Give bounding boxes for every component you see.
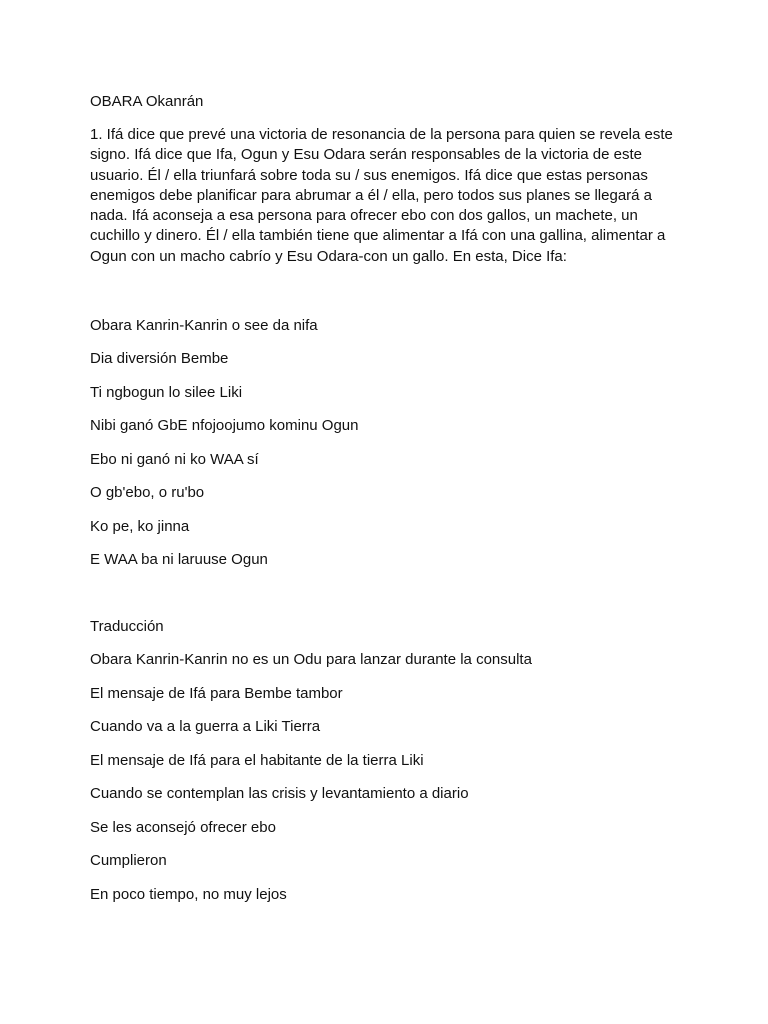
paragraph-line: enemigos debe planificar para abrumar a él / ella, pero todos sus planes se llegará a: [90, 186, 653, 204]
paragraph-line: 1. Ifá dice que prevé una victoria de resonancia de la persona para quien se revela este: [90, 126, 673, 143]
translation-line: Cuando se contemplan las crisis y levantamiento a diario: [90, 785, 469, 802]
verse-line: O gb'ebo, o ru'bo: [90, 484, 205, 501]
verse-line: E WAA ba ni laruuse Ogun: [90, 551, 268, 568]
verse-line: Nibi ganó GbE nfojoojumo kominu Ogun: [90, 417, 359, 434]
translation-line: El mensaje de Ifá para Bembe tambor: [90, 685, 343, 702]
translation-line: Cuando va a la guerra a Liki Tierra: [90, 718, 321, 735]
verse-line: Ti ngbogun lo silee Liki: [90, 384, 243, 401]
paragraph-line: signo. Ifá dice que Ifa, Ogun y Esu Odara serán responsables de la victoria de este: [90, 146, 642, 164]
translation-line: Obara Kanrin-Kanrin no es un Odu para lanzar durante la consulta: [90, 651, 532, 668]
paragraph-line: usuario. Él / ella triunfará sobre toda su / sus enemigos. Ifá dice que estas personas: [90, 166, 648, 184]
verse-line: Ko pe, ko jinna: [90, 518, 190, 535]
paragraph-line: Ogun con un macho cabrío y Esu Odara-con un gallo. En esta, Dice Ifa:: [90, 247, 567, 265]
verse-line: Ebo ni ganó ni ko WAA sí: [90, 451, 259, 468]
verse-line: Dia diversión Bembe: [90, 350, 229, 367]
translation-line: En poco tiempo, no muy lejos: [90, 886, 287, 903]
verse-line: Obara Kanrin-Kanrin o see da nifa: [90, 317, 318, 334]
translation-line: El mensaje de Ifá para el habitante de la tierra Liki: [90, 752, 424, 769]
paragraph-line: cuchillo y dinero. Él / ella también tiene que alimentar a Ifá con una gallina, alimentar a: [90, 227, 666, 245]
paragraph-line: nada. Ifá aconseja a esa persona para ofrecer ebo con dos gallos, un machete, un: [90, 207, 638, 225]
document-title: OBARA Okanrán: [90, 93, 204, 110]
translation-line: Cumplieron: [90, 852, 167, 869]
translation-heading: Traducción: [90, 618, 164, 635]
translation-line: Se les aconsejó ofrecer ebo: [90, 819, 276, 836]
intro-paragraph: [90, 125, 700, 267]
